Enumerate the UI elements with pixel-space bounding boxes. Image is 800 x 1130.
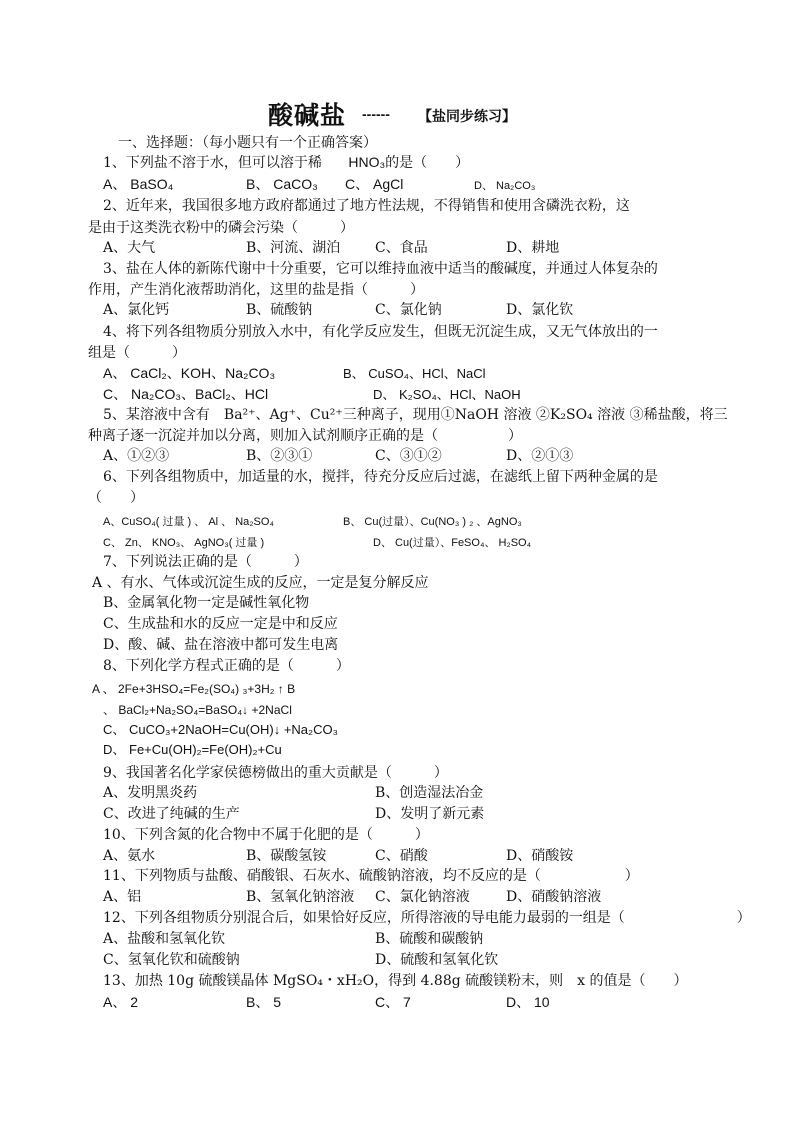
option-c: C、 7: [375, 994, 411, 1010]
option-d: D、 Na₂CO₃: [474, 180, 536, 192]
question-1-options: [103, 175, 535, 195]
option-a: A、氨水: [103, 848, 156, 864]
question-5: 5、某溶液中含有 Ba²⁺、Ag⁺、Cu²⁺三种离子，现用①NaOH 溶液 ②K₂SO₄ 溶液 ③稀盐酸，将三: [103, 407, 728, 423]
option-b: B、硫酸和碳酸钠: [375, 931, 484, 947]
option-a: A、①②③: [103, 448, 170, 464]
question-13: 13、加热 10g 硫酸镁晶体 MgSO₄・xH₂O，得到 4.88g 硫酸镁粉末，则 x 的值是（ ）: [103, 973, 688, 989]
option-a: A、CuSO₄( 过量 ) 、 Al 、 Na₂SO₄: [103, 516, 274, 528]
question-8-option-c: C、 CuCO₃+2NaOH=Cu(OH)↓ +Na₂CO₃: [103, 722, 338, 737]
question-5-cont: 种离子逐一沉淀并加以分离，则加入试剂顺序正确的是（ ）: [88, 428, 522, 444]
option-c: C、硝酸: [375, 848, 428, 864]
question-7-option-b: B、金属氧化物一定是碱性氧化物: [103, 595, 310, 611]
option-a: A、大气: [103, 240, 156, 256]
option-d: D、 K₂SO₄、HCl、NaOH: [373, 387, 521, 402]
option-b: B、河流、湖泊: [246, 240, 341, 256]
option-c: C、 Na₂CO₃、BaCl₂、HCl: [103, 386, 269, 402]
question-6-cont: （ ）: [88, 490, 144, 506]
question-6: 6、下列各组物质中，加适量的水，搅拌，待充分反应后过滤，在滤纸上留下两种金属的是: [103, 469, 658, 485]
question-2-options: [103, 239, 559, 257]
option-c: C、氯化钠: [375, 302, 442, 318]
option-b: B、碳酸氢铵: [246, 848, 327, 864]
option-d: D、耕地: [506, 240, 560, 256]
question-13-options: [103, 993, 550, 1011]
option-b: B、硫酸钠: [246, 302, 313, 318]
option-d: D、 Cu(过量）、FeSO₄、 H₂SO₄: [373, 537, 532, 549]
question-8: 8、下列化学方程式正确的是（ ）: [103, 658, 350, 674]
option-d: D、硫酸和氢氧化钦: [375, 952, 499, 968]
option-c: C、 Zn、 KNO₃、 AgNO₃( 过量 ): [103, 537, 265, 549]
option-d: D、氯化钦: [506, 302, 574, 318]
question-text: 1、下列盐不溶于水，但可以溶于稀: [103, 155, 322, 171]
question-7-option-c: C、生成盐和水的反应一定是中和反应: [103, 616, 338, 632]
question-8-option-a: A 、 2Fe+3HSO₄=Fe₂(SO₄) ₃+3H₂ ↑ B: [92, 682, 296, 696]
option-b: B、②③①: [246, 448, 313, 464]
question-2-cont: 是由于这类洗衣粉中的磷会污染（ ）: [88, 220, 354, 236]
option-c: C、氯化钠溶液: [375, 889, 470, 905]
question-4: 4、将下列各组物质分别放入水中，有化学反应发生，但既无沉淀生成，又无气体放出的一: [103, 324, 658, 340]
option-d: D、硝酸钠溶液: [506, 889, 602, 905]
option-a: A、铝: [103, 889, 142, 905]
option-b: B、氢氧化钠溶液: [246, 889, 355, 905]
question-12: 12、下列各组物质分别混合后，如果恰好反应，所得溶液的导电能力最弱的一组是（ ）: [103, 910, 751, 926]
option-c: C、 AgCl: [345, 176, 404, 192]
option-b: B、 Cu(过量）、Cu(NO₃ ) ₂ 、AgNO₃: [343, 516, 522, 528]
question-11-options: [103, 888, 601, 906]
option-c: C、③①②: [375, 448, 442, 464]
question-3: 3、盐在人体的新陈代谢中十分重要，它可以维持血液中适当的酸碱度，并通过人体复杂的: [103, 261, 658, 277]
question-10-options: [103, 847, 573, 865]
option-a: A、 CaCl₂、KOH、Na₂CO₃: [103, 365, 276, 381]
option-c: C、食品: [375, 240, 428, 256]
option-b: B、创造湿法冶金: [375, 785, 484, 801]
question-1: [103, 153, 469, 172]
option-a: A、 BaSO₄: [103, 176, 174, 192]
question-5-options: [103, 447, 573, 465]
question-4-options-ab: [103, 364, 486, 383]
option-c: C、改进了纯碱的生产: [103, 806, 240, 822]
title-dash: ------: [362, 106, 390, 122]
question-11: 11、下列物质与盐酸、硝酸银、石灰水、硫酸钠溶液，均不反应的是（ ）: [103, 868, 639, 884]
option-b: B、 5: [246, 994, 282, 1010]
question-7-option-a: A 、有水、气体或沉淀生成的反应，一定是复分解反应: [92, 575, 429, 591]
option-d: D、硝酸铵: [506, 848, 574, 864]
option-a: A、发明黑炎药: [103, 785, 198, 801]
question-8-option-b: 、 BaCl₂+Na₂SO₄=BaSO₄↓ +2NaCl: [103, 703, 292, 717]
page-title: 酸碱盐: [268, 101, 347, 130]
question-9-options-ab: [103, 784, 483, 802]
question-2: 2、近年来，我国很多地方政府都通过了地方性法规，不得销售和使用含磷洗衣粉，这: [103, 198, 630, 214]
question-12-options-ab: [103, 930, 483, 948]
question-9: 9、我国著名化学家侯德榜做出的重大贡献是（ ）: [103, 765, 448, 781]
option-c: C、氢氧化钦和硫酸钠: [103, 952, 240, 968]
question-3-cont: 作用，产生消化液帮助消化，这里的盐是指（ ）: [88, 282, 424, 298]
question-4-options-cd: [103, 385, 521, 404]
question-9-options-cd: [103, 805, 484, 823]
question-text-cont: HNO₃的是（ ）: [348, 154, 470, 170]
option-a: A、氯化钙: [103, 302, 170, 318]
question-7: 7、下列说法正确的是（ ）: [103, 554, 308, 570]
question-3-options: [103, 301, 573, 319]
question-10: 10、下列含氮的化合物中不属于化肥的是（ ）: [103, 827, 429, 843]
question-4-cont: 组是（ ）: [88, 345, 186, 361]
option-b: B、 CaCO₃: [246, 176, 318, 192]
question-8-option-d: D、 Fe+Cu(OH)₂=Fe(OH)₂+Cu: [103, 742, 282, 757]
question-6-options-cd: [103, 534, 531, 552]
option-a: A、 2: [103, 994, 139, 1010]
question-6-options-ab: [103, 513, 522, 531]
page-subtitle: 【盐同步练习】: [418, 109, 516, 125]
option-d: D、发明了新元素: [375, 806, 485, 822]
option-b: B、 CuSO₄、HCl、NaCl: [343, 366, 486, 381]
question-7-option-d: D、酸、碱、盐在溶液中都可发生电离: [103, 637, 339, 653]
option-a: A、盐酸和氢氧化钦: [103, 931, 226, 947]
section-heading: 一、选择题：（每小题只有一个正确答案）: [118, 135, 377, 151]
option-d: D、 10: [506, 994, 550, 1010]
question-12-options-cd: [103, 951, 498, 969]
option-d: D、②①③: [506, 448, 574, 464]
